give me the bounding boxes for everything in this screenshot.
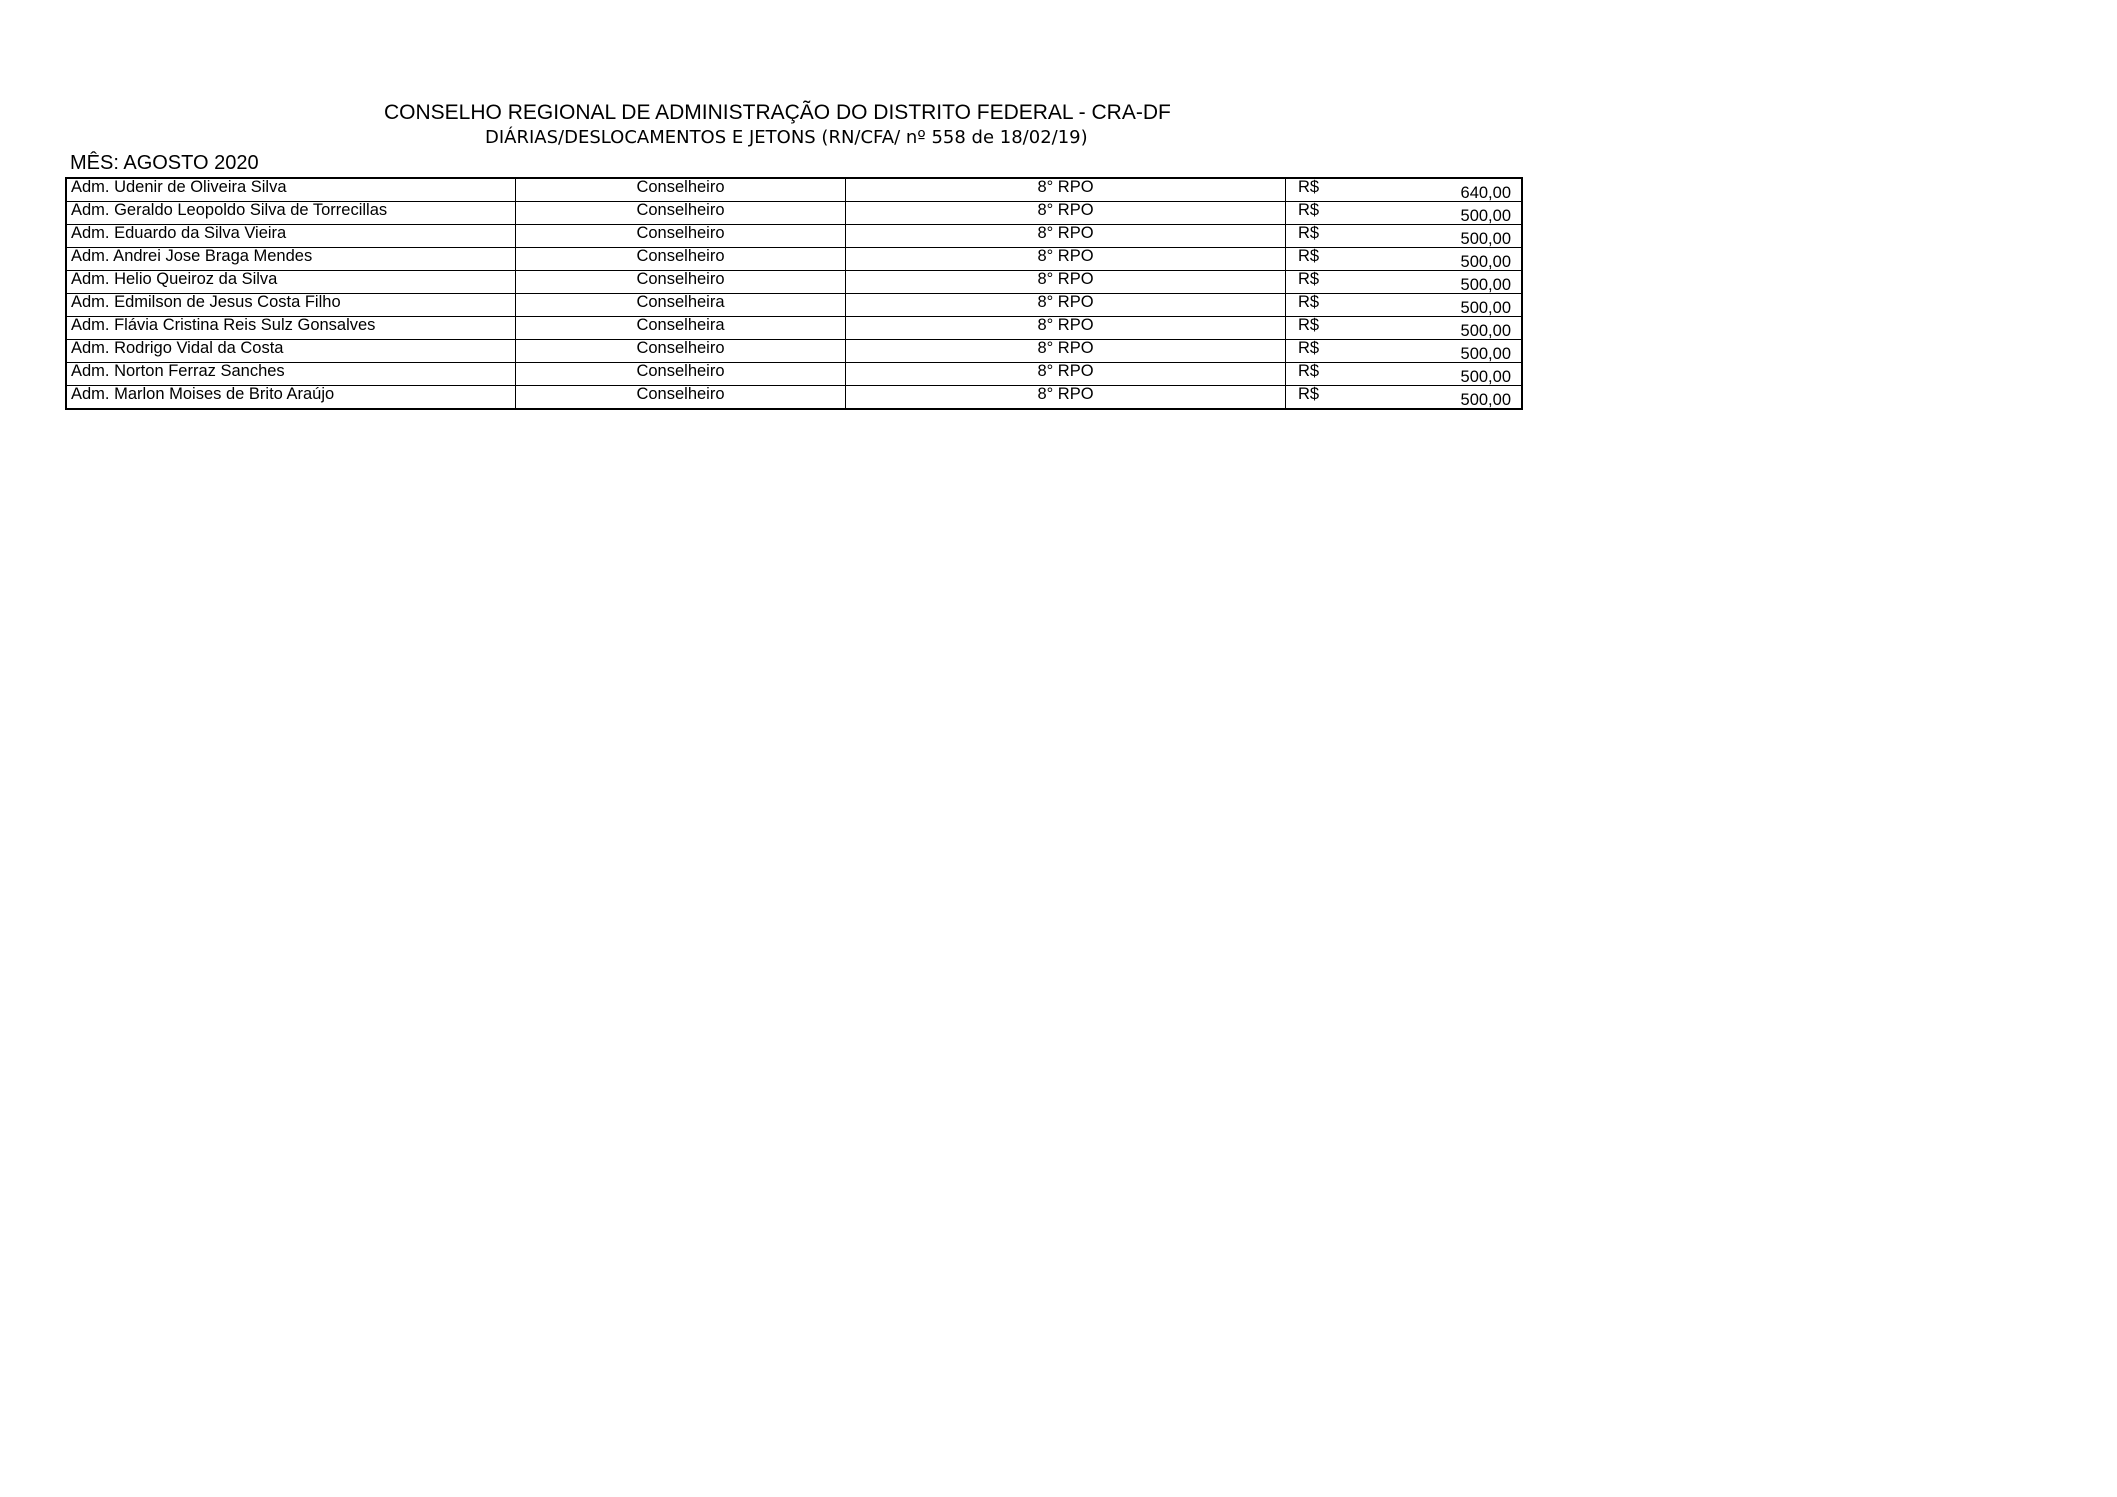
amount-value: 640,00 — [1460, 184, 1511, 202]
role-cell: Conselheiro — [516, 271, 846, 294]
table-row — [66, 363, 1522, 386]
role-cell: Conselheiro — [516, 248, 846, 271]
currency-label: R$ — [1298, 385, 1320, 403]
table-row — [66, 386, 1522, 410]
amount-cell — [1286, 225, 1523, 248]
payments-table-body — [66, 178, 1522, 409]
name-cell: Adm. Norton Ferraz Sanches — [66, 363, 516, 386]
plenary-cell: 8° RPO — [846, 202, 1286, 225]
currency-label: R$ — [1298, 293, 1320, 311]
name-cell: Adm. Edmilson de Jesus Costa Filho — [66, 294, 516, 317]
amount-value: 500,00 — [1460, 345, 1511, 363]
table-row — [66, 294, 1522, 317]
amount-value: 500,00 — [1460, 253, 1511, 271]
role-cell: Conselheiro — [516, 363, 846, 386]
currency-label: R$ — [1298, 201, 1320, 219]
currency-label: R$ — [1298, 178, 1320, 196]
amount-value: 500,00 — [1460, 322, 1511, 340]
role-cell: Conselheiro — [516, 225, 846, 248]
plenary-cell: 8° RPO — [846, 294, 1286, 317]
amount-value: 500,00 — [1460, 391, 1511, 409]
name-cell: Adm. Andrei Jose Braga Mendes — [66, 248, 516, 271]
table-row — [66, 248, 1522, 271]
role-cell: Conselheiro — [516, 386, 846, 410]
currency-label: R$ — [1298, 247, 1320, 265]
name-cell: Adm. Marlon Moises de Brito Araújo — [66, 386, 516, 410]
amount-cell — [1286, 271, 1523, 294]
currency-label: R$ — [1298, 224, 1320, 242]
document-title: CONSELHO REGIONAL DE ADMINISTRAÇÃO DO DISTRITO FEDERAL - CRA-DF — [384, 101, 1171, 124]
role-cell: Conselheira — [516, 294, 846, 317]
name-cell: Adm. Eduardo da Silva Vieira — [66, 225, 516, 248]
month-label: MÊS: AGOSTO 2020 — [70, 152, 259, 174]
amount-value: 500,00 — [1460, 207, 1511, 225]
plenary-cell: 8° RPO — [846, 178, 1286, 202]
role-cell: Conselheiro — [516, 202, 846, 225]
currency-label: R$ — [1298, 316, 1320, 334]
currency-label: R$ — [1298, 362, 1320, 380]
name-cell: Adm. Flávia Cristina Reis Sulz Gonsalves — [66, 317, 516, 340]
plenary-cell: 8° RPO — [846, 271, 1286, 294]
role-cell: Conselheira — [516, 317, 846, 340]
plenary-cell: 8° RPO — [846, 340, 1286, 363]
plenary-cell: 8° RPO — [846, 363, 1286, 386]
plenary-cell: 8° RPO — [846, 317, 1286, 340]
role-cell: Conselheiro — [516, 340, 846, 363]
table-row — [66, 202, 1522, 225]
table-row — [66, 225, 1522, 248]
amount-cell — [1286, 294, 1523, 317]
amount-cell — [1286, 340, 1523, 363]
table-row — [66, 178, 1522, 202]
table-row — [66, 340, 1522, 363]
amount-cell — [1286, 363, 1523, 386]
plenary-cell: 8° RPO — [846, 386, 1286, 410]
amount-value: 500,00 — [1460, 368, 1511, 386]
name-cell: Adm. Helio Queiroz da Silva — [66, 271, 516, 294]
currency-label: R$ — [1298, 270, 1320, 288]
name-cell: Adm. Rodrigo Vidal da Costa — [66, 340, 516, 363]
amount-cell — [1286, 202, 1523, 225]
payments-table — [65, 177, 1523, 410]
role-cell: Conselheiro — [516, 178, 846, 202]
table-row — [66, 271, 1522, 294]
amount-value: 500,00 — [1460, 276, 1511, 294]
plenary-cell: 8° RPO — [846, 225, 1286, 248]
table-row — [66, 317, 1522, 340]
amount-cell — [1286, 248, 1523, 271]
document-subtitle: DIÁRIAS/DESLOCAMENTOS E JETONS (RN/CFA/ nº 558 de 18/02/19) — [485, 127, 1088, 148]
name-cell: Adm. Udenir de Oliveira Silva — [66, 178, 516, 202]
amount-cell — [1286, 317, 1523, 340]
plenary-cell: 8° RPO — [846, 248, 1286, 271]
amount-value: 500,00 — [1460, 299, 1511, 317]
name-cell: Adm. Geraldo Leopoldo Silva de Torrecillas — [66, 202, 516, 225]
amount-cell — [1286, 386, 1523, 410]
amount-cell — [1286, 178, 1523, 202]
amount-value: 500,00 — [1460, 230, 1511, 248]
currency-label: R$ — [1298, 339, 1320, 357]
